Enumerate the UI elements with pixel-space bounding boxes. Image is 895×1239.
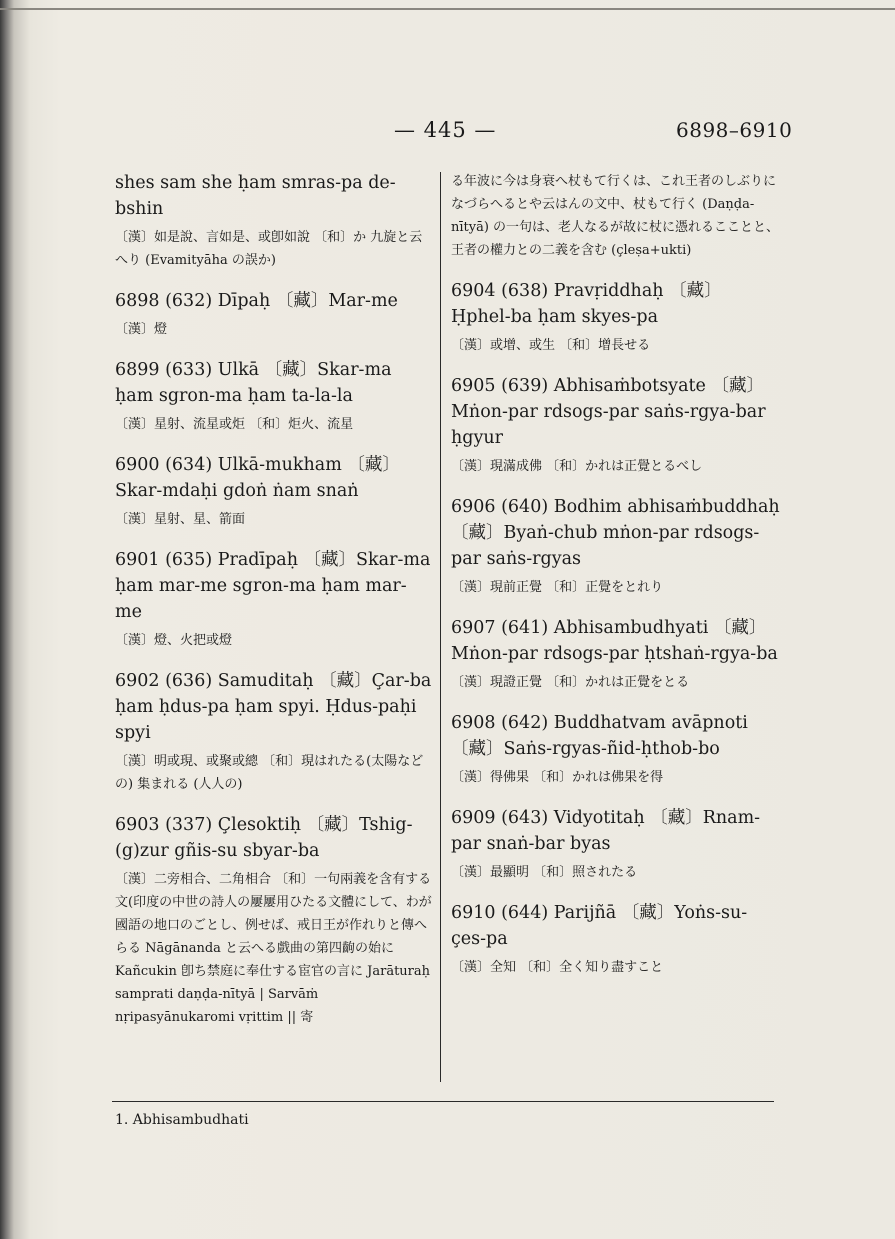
entry-6905 [451,373,781,478]
entry-6898 [115,288,433,341]
entry-6904 [451,278,781,357]
entry-6906 [451,494,781,599]
entry-head: shes sam she ḥam smras-pa de-bshin [115,173,396,219]
entry-gloss: 〔漢〕星射、星、箭面 [115,512,246,527]
entry-gloss: 〔漢〕全知 〔和〕全く知り盡すこと [451,960,664,975]
entry-head: 6902 (636) Samuditaḥ 〔藏〕Çar-ba ḥam ḥdus-pa ḥam spyi. Ḥdus-paḥi spyi [115,671,432,743]
entry-gloss: 〔漢〕或增、或生 〔和〕增長せる [451,338,651,353]
entry-range: 6898–6910 [676,118,793,142]
entry-gloss: 〔漢〕現前正覺 〔和〕正覺をとれり [451,580,664,595]
entry-head: 6903 (337) Çlesoktiḥ 〔藏〕Tshig-(g)zur gñis-su sbyar-ba [115,815,413,861]
entry-gloss: 〔漢〕燈、火把或燈 [115,633,233,648]
entry-head: 6908 (642) Buddhatvam avāpnoti 〔藏〕Saṅs-rgyas-ñid-ḥthob-bo [451,713,748,759]
right-column [451,170,781,995]
entry-head: 6904 (638) Pravṛiddhaḥ 〔藏〕Ḥphel-ba ḥam skyes-pa [451,281,722,327]
entry-gloss: 〔漢〕星射、流星或炬 〔和〕炬火、流星 [115,417,354,432]
entry-head: 6905 (639) Abhisaṁbotsyate 〔藏〕Mṅon-par rdsogs-par saṅs-rgya-bar ḥgyur [451,376,766,448]
page-number: — 445 — [394,118,497,142]
entry-head: 6909 (643) Vidyotitaḥ 〔藏〕Rnam-par snaṅ-bar byas [451,808,761,854]
entry-gloss: 〔漢〕現證正覺 〔和〕かれは正覺をとる [451,675,690,690]
left-column [115,170,433,1045]
entry-6900 [115,452,433,531]
entry-gloss: 〔漢〕得佛果 〔和〕かれは佛果を得 [451,770,664,785]
entry-6901 [115,547,433,652]
entry-6908 [451,710,781,789]
entry-gloss: 〔漢〕明或現、或聚或總 〔和〕現はれたる(太陽などの) 集まれる (人人の) [115,754,424,792]
entry-6909 [451,805,781,884]
entry-head: 6899 (633) Ulkā 〔藏〕Skar-ma ḥam sgron-ma ḥam ta-la-la [115,360,392,406]
entry-6903 [115,812,433,1029]
column-divider [440,172,441,1082]
entry-gloss: る年波に今は身衰へ杖もて行くは、これ王者のしぶりになづらへるとや云はんの文中、杖もて行く (Daṇḍa-nītyā) の一句は、老人なるが故に杖に憑れるこことと、王者の權力との二義を含む (çleṣa+ukti) [451,174,780,258]
entry-gloss: 〔漢〕如是說、言如是、或卽如說 〔和〕か 九旋と云へり (Evamityāha の誤か) [115,230,423,268]
entry-continued [115,170,433,272]
entry-head: 6898 (632) Dīpaḥ 〔藏〕Mar-me [115,291,398,311]
entry-head: 6910 (644) Parijñā 〔藏〕Yoṅs-su-çes-pa [451,903,748,949]
entry-6899 [115,357,433,436]
entry-gloss: 〔漢〕現滿成佛 〔和〕かれは正覺とるべし [451,459,703,474]
entry-head: 6901 (635) Pradīpaḥ 〔藏〕Skar-ma ḥam mar-me sgron-ma ḥam mar-me [115,550,431,622]
footnote: 1. Abhisambudhati [115,1112,249,1128]
footnote-rule [112,1101,774,1102]
entry-head: 6907 (641) Abhisambudhyati 〔藏〕Mṅon-par rdsogs-par ḥtshaṅ-rgya-ba [451,618,778,664]
entry-gloss: 〔漢〕燈 [115,322,168,337]
entry-continued [451,170,781,262]
entry-6910 [451,900,781,979]
entry-6907 [451,615,781,694]
scan-edge-line [0,8,895,10]
entry-6902 [115,668,433,796]
entry-gloss: 〔漢〕二旁相合、二角相合 〔和〕一句兩義を含有する文(印度の中世の詩人の屢屢用ひたる文體にして、わが國語の地口のごとし、例せば、戒日王が作れりと傳へらる Nāgānanda と云へる戲曲の第四齣の始に Kañcukin 卽ち禁庭に奉仕する宦官の言に Jarāturaḥ samprati daṇḍa-nītyā | Sarvāṁ nṛipasyānukaromi vṛittim || 寄 [115,872,432,1025]
entry-gloss: 〔漢〕最顯明 〔和〕照されたる [451,865,638,880]
entry-head: 6900 (634) Ulkā-mukham 〔藏〕Skar-mdaḥi gdoṅ ṅam snaṅ [115,455,400,501]
entry-head: 6906 (640) Bodhim abhisaṁbuddhaḥ 〔藏〕Byaṅ-chub mṅon-par rdsogs-par saṅs-rgyas [451,497,780,569]
